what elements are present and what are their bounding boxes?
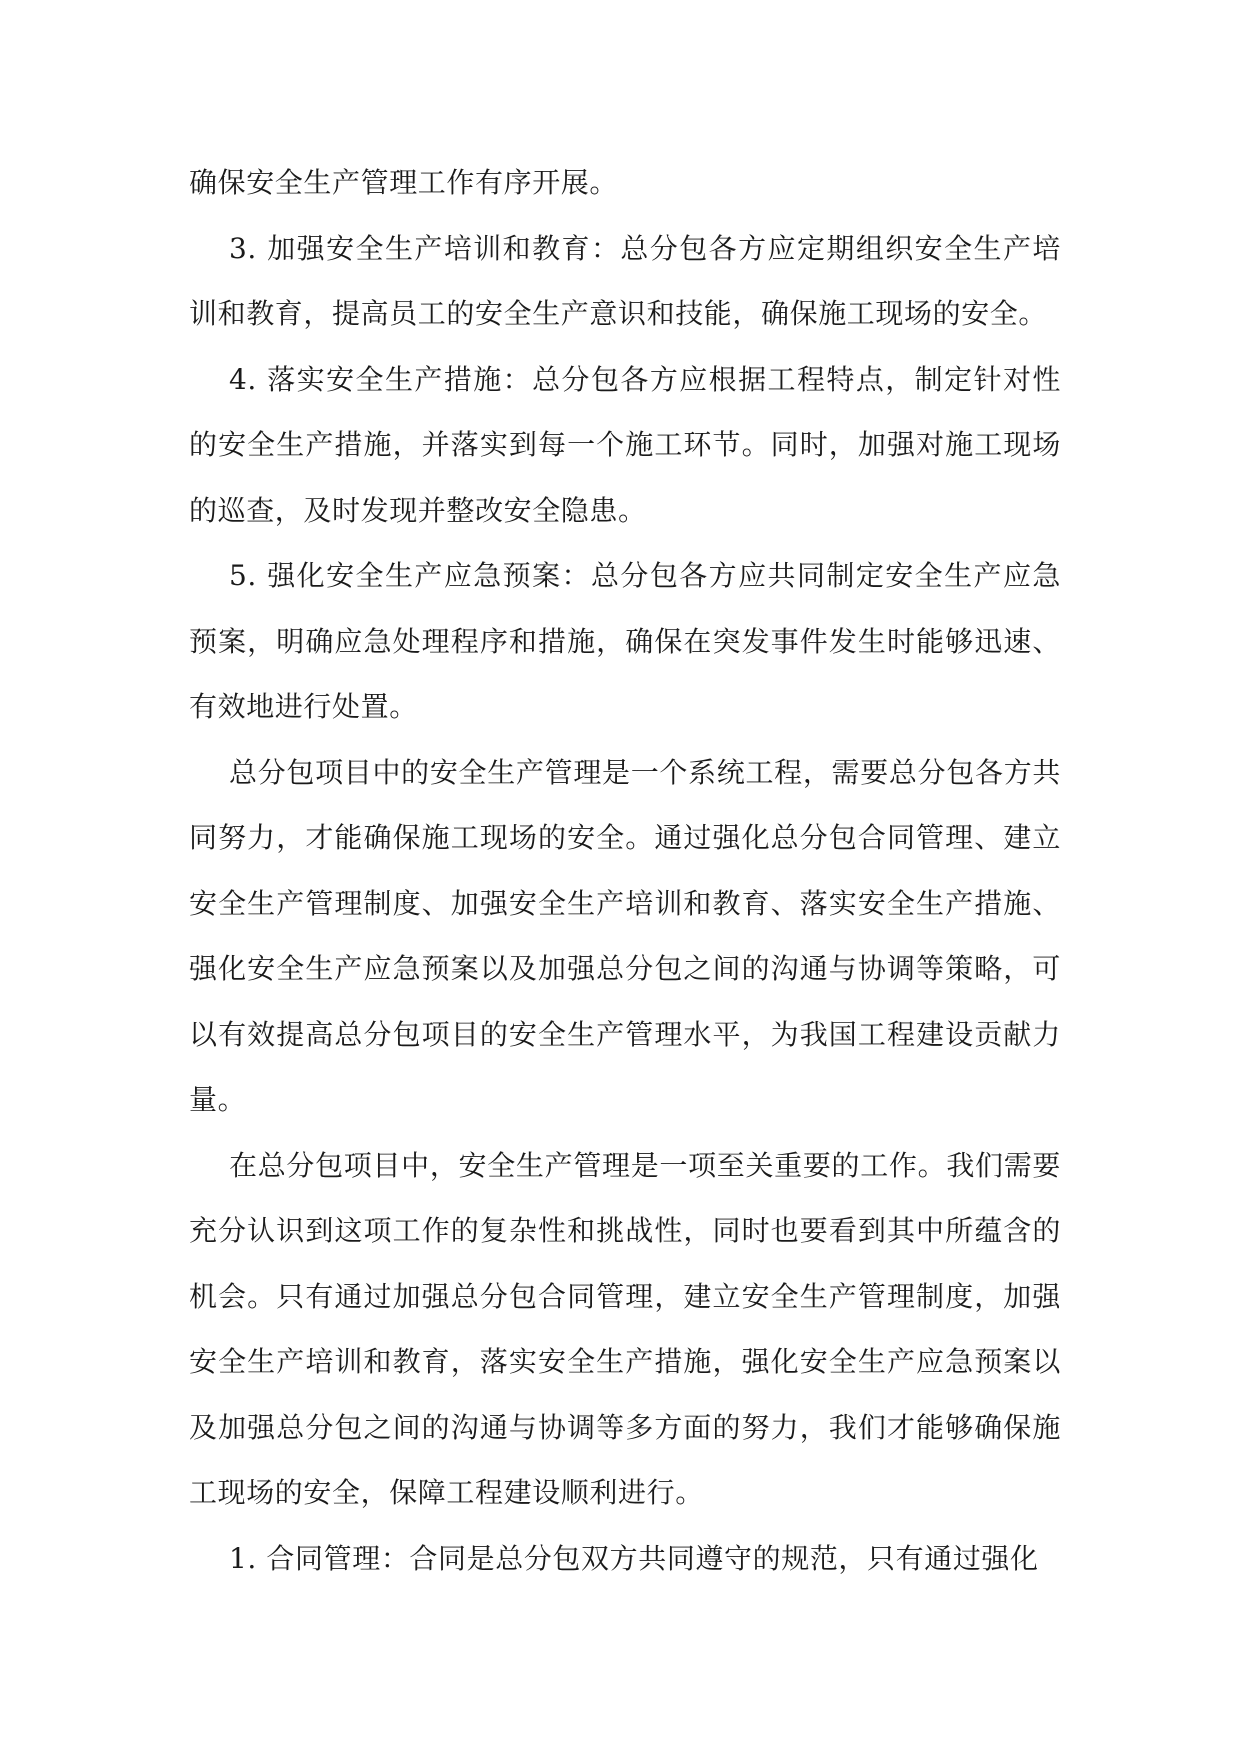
paragraph-item-4-measures: 4. 落实安全生产措施：总分包各方应根据工程特点，制定针对性的安全生产措施，并落实到每一个施工环节。同时，加强对施工现场的巡查，及时发现并整改安全隐患。 bbox=[189, 362, 1061, 527]
paragraph-conclusion: 在总分包项目中，安全生产管理是一项至关重要的工作。我们需要充分认识到这项工作的复杂性和挑战性，同时也要看到其中所蕴含的机会。只有通过加强总分包合同管理，建立安全生产管理制度，加强安全生产培训和教育，落实安全生产措施，强化安全生产应急预案以及加强总分包之间的沟通与协调等多方面的努力，我们才能够确保施工现场的安全，保障工程建设顺利进行。 bbox=[189, 1148, 1061, 1509]
paragraph-item-5-emergency: 5. 强化安全生产应急预案：总分包各方应共同制定安全生产应急预案，明确应急处理程序和措施，确保在突发事件发生时能够迅速、有效地进行处置。 bbox=[189, 559, 1061, 723]
document-body bbox=[189, 150, 1061, 1591]
paragraph-summary: 总分包项目中的安全生产管理是一个系统工程，需要总分包各方共同努力，才能确保施工现场的安全。通过强化总分包合同管理、建立安全生产管理制度、加强安全生产培训和教育、落实安全生产措施、强化安全生产应急预案以及加强总分包之间的沟通与协调等策略，可以有效提高总分包项目的安全生产管理水平，为我国工程建设贡献力量。 bbox=[189, 755, 1061, 1116]
paragraph-continuation: 确保安全生产管理工作有序开展。 bbox=[189, 166, 619, 199]
paragraph-item-3-training: 3. 加强安全生产培训和教育：总分包各方应定期组织安全生产培训和教育，提高员工的安全生产意识和技能，确保施工现场的安全。 bbox=[189, 231, 1061, 330]
paragraph-item-1-contract: 1. 合同管理：合同是总分包双方共同遵守的规范，只有通过强化 bbox=[229, 1541, 1039, 1575]
